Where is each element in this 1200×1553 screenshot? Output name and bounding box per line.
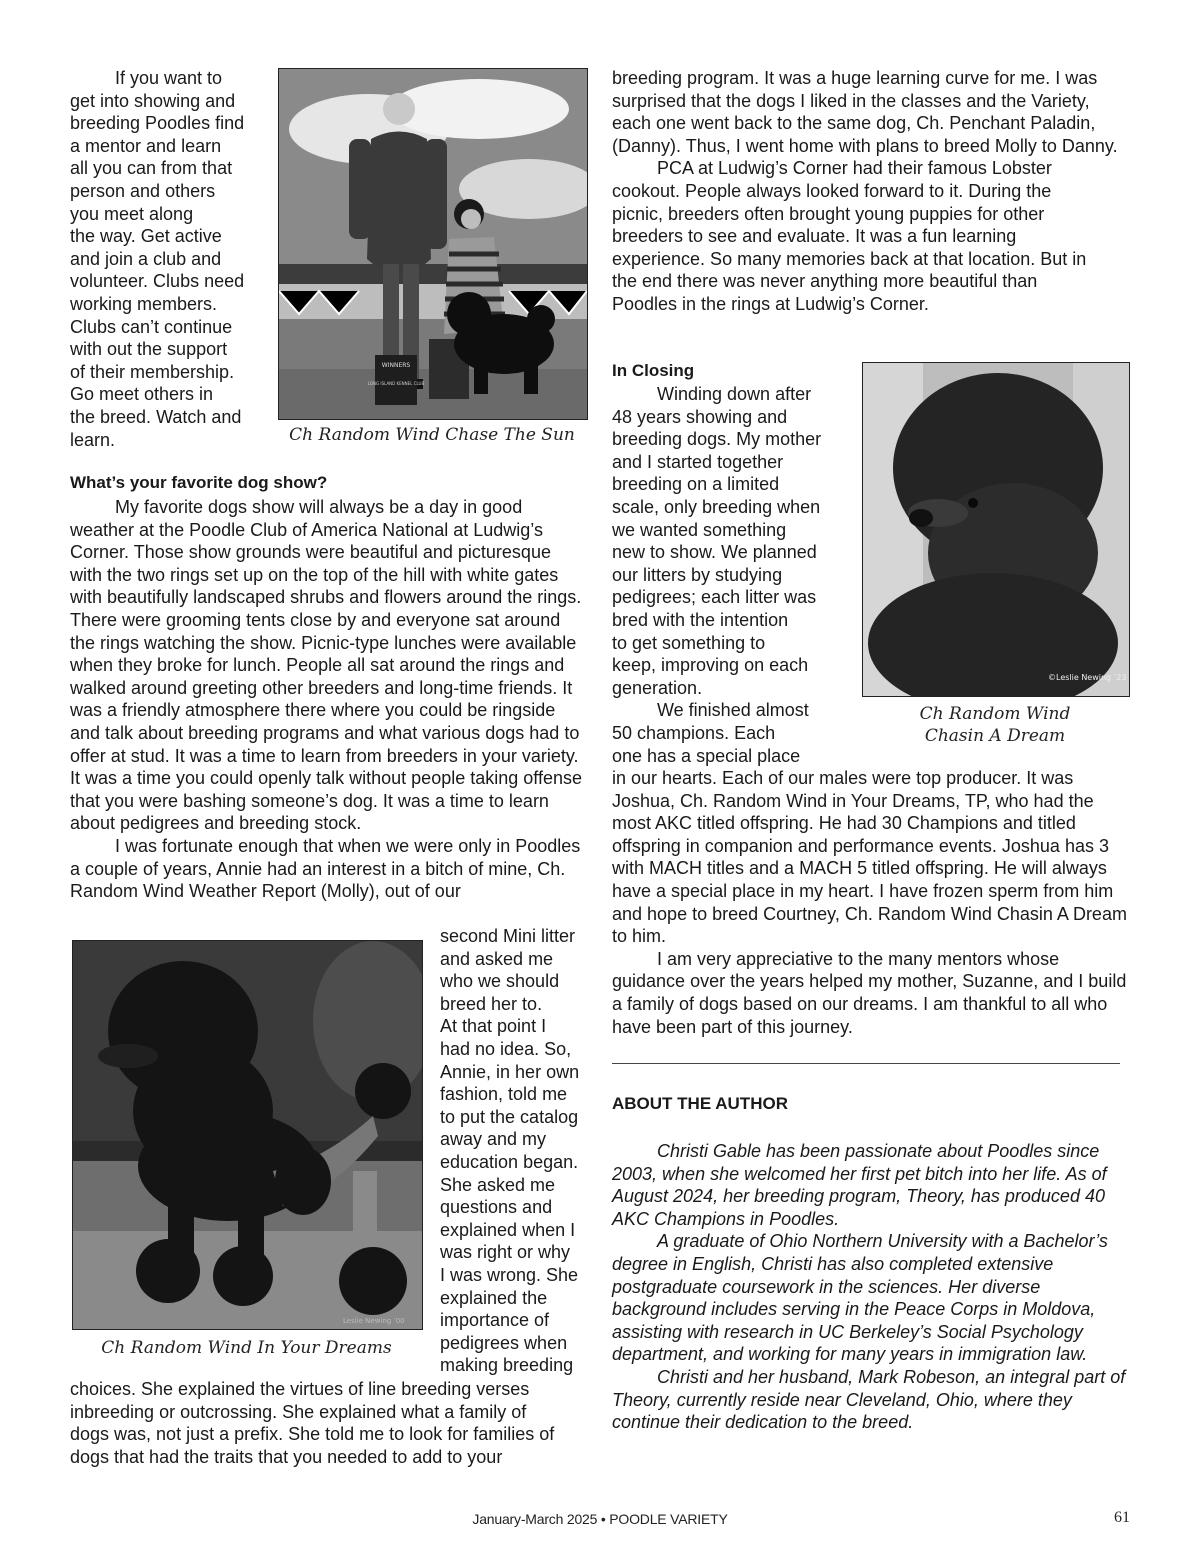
text-line: We finished almost [657, 700, 809, 721]
appreciation-paragraph: I am very appreciative to the many mentors whose guidance over the years helped my mother, Suzanne, and I build a family of dogs based on our dreams. I am thankful to all who have been part of this journey. [612, 948, 1127, 1037]
page-number: 61 [1114, 1509, 1130, 1526]
text-line: 48 years showing and [612, 406, 788, 427]
text-line: person and others [70, 180, 216, 201]
in-closing-heading: In Closing [612, 361, 695, 380]
club-sign-text: LONG ISLAND KENNEL CLUB [367, 381, 425, 386]
photo1-caption: Ch Random Wind Chase The Sun [289, 425, 575, 445]
standing-poodle-photo [72, 940, 423, 1330]
text-line: I was wrong. She [440, 1264, 579, 1285]
text-line: Go meet others in [70, 384, 214, 405]
mentor-story-text [440, 925, 595, 1377]
breeding-program-text [612, 67, 1132, 316]
text-line: and asked me [440, 948, 554, 969]
standing-poodle-photo-icon [73, 941, 422, 1329]
text-line: Annie, in her own [440, 1061, 580, 1082]
text-line: keep, improving on each [612, 655, 809, 676]
text-line: all you can from that [70, 158, 233, 179]
text-line: breeding on a limited [612, 474, 780, 495]
text-line: who we should [440, 971, 560, 992]
photo3-credit: ©Leslie Newing ’23 [1048, 673, 1127, 682]
text-line: questions and [440, 1197, 553, 1218]
text-line: pedigrees; each litter was [612, 587, 817, 608]
text-line: breed her to. [440, 993, 543, 1014]
favorite-show-paragraph: My favorite dogs show will always be a day in good weather at the Poodle Club of America National at Ludwig’s Corner. Those show grounds were beautiful and picturesque with the two rings set up on the top of the hill with white gates with beautifully landscaped shrubs and flowers around the rings. There were grooming tents close by and everyone sat around the rings watching the show. Picnic-type lunches were available when they broke for lunch. People all sat around the rings and walked around greeting other breeders and long-time friends. It was a friendly atmosphere there where you could be ringside and talk about breeding programs and what various dogs had to offer at stud. It was a time to learn from breeders in your variety. It was a time you could openly talk without people taking offense that you were bashing someone’s dog. It was a time to learn about pedigrees and breeding stock. [70, 497, 582, 834]
text-line: If you want to [115, 68, 223, 88]
text-line: pedigrees when [440, 1332, 568, 1353]
text-line: At that point I [440, 1016, 547, 1037]
text-line: one has a special place [612, 745, 801, 766]
text-line: scale, only breeding when [612, 496, 821, 517]
fortunate-paragraph: I was fortunate enough that when we were only in Poodles a couple of years, Annie had an interest in a bitch of mine, Ch. Random Wind Weather Report (Molly), out of our [70, 835, 581, 902]
text-line: had no idea. So, [440, 1038, 572, 1059]
text-line: working members. [70, 293, 218, 314]
poodle-head-portrait-photo-icon [863, 363, 1129, 696]
text-line: the way. Get active [70, 226, 222, 247]
favorite-show-text [70, 496, 587, 903]
text-line: generation. [612, 677, 703, 698]
text-line: we wanted something [612, 519, 787, 540]
text-line: making breeding [440, 1355, 574, 1376]
text-line: and I started together [612, 451, 784, 472]
intro-advice-text [70, 67, 270, 451]
lobster-cookout-paragraph: PCA at Ludwig’s Corner had their famous Lobster cookout. People always looked forward to it. During the picnic, breeders often brought young puppies for other breeders to see and evaluate. It was a fun learning experience. So many memories back at that location. But in the end there was never anything more beautiful than Poodles in the rings at Ludwig’s Corner. [612, 158, 1087, 314]
text-line: explained the [440, 1287, 548, 1308]
text-line: of their membership. [70, 361, 235, 382]
photo3-caption-line1: Ch Random Wind [919, 704, 1071, 724]
page-footer: January-March 2025 • POODLE VARIETY [472, 1511, 728, 1527]
favorite-show-heading: What’s your favorite dog show? [70, 473, 328, 492]
text-line: was right or why [440, 1242, 571, 1263]
about-author-heading: ABOUT THE AUTHOR [612, 1094, 788, 1113]
section-divider [612, 1063, 1120, 1064]
text-line: to put the catalog [440, 1106, 579, 1127]
text-line: She asked me [440, 1174, 556, 1195]
winners-sign-text: WINNERS [381, 362, 411, 369]
learning-curve-paragraph: breeding program. It was a huge learning curve for me. I was surprised that the dogs I liked in the classes and the Variety, each one went back to the same dog, Ch. Penchant Paladin, (Danny). Thus, I went home with plans to breed Molly to Danny. [612, 68, 1118, 156]
author-bio-paragraph: Christi Gable has been passionate about Poodles since 2003, when she welcomed her first pet bitch into her life. As of August 2024, her breeding program, Theory, has produced 40 AKC Champions in Poodles. [612, 1141, 1107, 1229]
photo2-caption: Ch Random Wind In Your Dreams [101, 1338, 392, 1358]
text-line: the breed. Watch and [70, 406, 242, 427]
text-line: bred with the intention [612, 609, 789, 630]
judge-and-handler-photo [278, 68, 588, 420]
text-line: breeding Poodles find [70, 113, 245, 134]
author-family-paragraph: Christi and her husband, Mark Robeson, an integral part of Theory, currently reside near Cleveland, Ohio, where they continue their dedication to the breed. [612, 1366, 1126, 1433]
text-line: to get something to [612, 632, 766, 653]
text-line: get into showing and [70, 90, 236, 111]
text-line: away and my [440, 1129, 547, 1150]
text-line: volunteer. Clubs need [70, 271, 245, 292]
text-line: Clubs can’t continue [70, 316, 233, 337]
text-line: a mentor and learn [70, 135, 222, 156]
text-line: and join a club and [70, 248, 222, 269]
photo2-credit: Leslie Newing ’00 [343, 1317, 405, 1325]
in-closing-text [612, 383, 852, 767]
text-line: fashion, told me [440, 1084, 568, 1105]
poodle-head-portrait-photo [862, 362, 1130, 697]
text-line: learn. [70, 429, 116, 450]
judge-and-handler-photo-icon [279, 69, 587, 419]
text-line: breeding dogs. My mother [612, 429, 822, 450]
text-line: second Mini litter [440, 926, 576, 946]
about-author-text [612, 1140, 1127, 1434]
closing-continued-text [612, 767, 1132, 1038]
line-breeding-text: choices. She explained the virtues of line breeding verses inbreeding or outcrossing. She explained what a family of dogs was, not just a prefix. She told me to look for families of dogs that had the traits that you needed to add to your [70, 1379, 555, 1467]
text-line: you meet along [70, 203, 194, 224]
text-line: Winding down after [657, 384, 812, 404]
photo3-caption-line2: Chasin A Dream [924, 726, 1066, 746]
text-line: explained when I [440, 1219, 576, 1240]
text-line: our litters by studying [612, 564, 783, 585]
author-education-paragraph: A graduate of Ohio Northern University with a Bachelor’s degree in English, Christi has also completed extensive postgraduate coursework in the sciences. Her diverse background includes serving in the Peace Corps in Moldova, assisting with research in UC Berkeley’s Social Psychology department, and working for many years in immigration law. [612, 1231, 1108, 1365]
text-line: with out the support [70, 339, 228, 360]
text-line: education began. [440, 1151, 579, 1172]
top-producer-paragraph: in our hearts. Each of our males were top producer. It was Joshua, Ch. Random Wind in Your Dreams, TP, who had the most AKC titled offspring. He had 30 Champions and titled offspring in companion and performance events. Joshua has 3 with MACH titles and a MACH 5 titled offspring. He will always have a special place in my heart. I have frozen sperm from him and hope to breed Courtney, Ch. Random Wind Chasin A Dream to him. [612, 768, 1127, 947]
text-line: importance of [440, 1310, 550, 1331]
text-line: new to show. We planned [612, 542, 817, 563]
photo3-caption [862, 703, 1128, 747]
text-line: 50 champions. Each [612, 722, 776, 743]
